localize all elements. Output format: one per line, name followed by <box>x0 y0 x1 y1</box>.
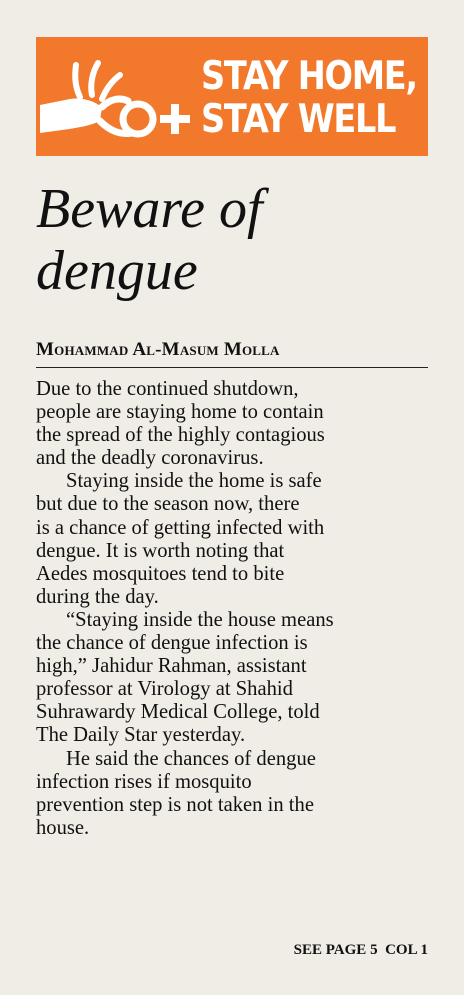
paragraph-1: Due to the continued shutdown, people are staying home to contain the spread of the highly contagious and the deadly coronavirus. <box>36 378 325 470</box>
article-body <box>36 378 436 840</box>
paragraph-4: He said the chances of dengue infection rises if mosquito prevention step is not taken in the house. <box>36 747 316 839</box>
paragraph-2: Staying inside the home is safe but due to the season now, there is a chance of getting infected with dengue. It is worth noting that Aedes mosquitoes tend to bite during the day. <box>36 470 325 608</box>
hand-plus-icon <box>40 47 190 147</box>
headline-line-2: dengue <box>36 240 198 302</box>
banner-line-1: STAY HOME, <box>201 54 417 99</box>
paragraph-3: “Staying inside the house means the chance of dengue infection is high,” Jahidur Rahman, assistant professor at Virology at Shahid Suhrawardy Medical College, told The Daily Star yesterday. <box>36 608 334 747</box>
banner-line-2: STAY WELL <box>201 97 396 142</box>
stay-home-banner <box>36 37 428 156</box>
byline-divider <box>36 367 428 368</box>
headline-line-1: Beware of <box>36 178 263 240</box>
article-headline <box>36 178 436 302</box>
banner-slogan <box>201 54 417 142</box>
continuation-link[interactable]: SEE PAGE 5 COL 1 <box>293 942 428 958</box>
article-byline: Mohammad Al-Masum Molla <box>36 339 280 360</box>
